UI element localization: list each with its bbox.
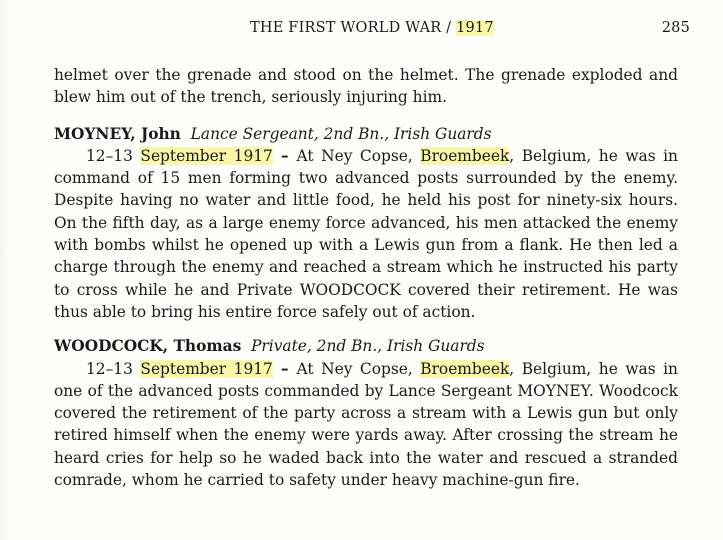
entry-date-prefix: 12–13 [86, 359, 141, 378]
entry-heading [54, 123, 678, 145]
entry-name: MOYNEY, John [54, 124, 181, 143]
running-title-year: 1917 [456, 20, 494, 36]
page-body [54, 64, 678, 491]
running-title-main: THE FIRST WORLD WAR / [250, 20, 457, 36]
entry-place-prefix: At Ney Copse, [296, 146, 421, 165]
entry-rank: Private, 2nd Bn., Irish Guards [251, 337, 485, 356]
entry-text: , Belgium, he was in command of 15 men forming two advanced posts surrounded by the enemy. Despite having no water and little food, he held his post for ninety-six hours. On the fifth day, as a large enemy force advanced, his men attacked the enemy with bombs whilst he opened up with a Lewis gun from a flank. He then led a charge through the enemy and reached a stream which he instructed his party to cross while he and Private WOODCOCK covered their retirement. He was thus able to bring his entire force safely out of action. [54, 146, 678, 321]
entry-text: , Belgium, he was in one of the advanced posts commanded by Lance Sergeant MOYNEY. Woodcock covered the retirement of the party across a stream with a Lewis gun but only retired himself when the enemy were yards away. After crossing the stream he heard cries for help so he waded back into the water and rescued a stranded comrade, whom he carried to safety under heavy machine-gun fire. [54, 359, 678, 490]
entry-rank: Lance Sergeant, 2nd Bn., Irish Guards [190, 124, 492, 143]
entry-citation [54, 358, 678, 492]
entry-heading [54, 335, 678, 357]
entry-date-prefix: 12–13 [86, 146, 141, 165]
running-title [250, 20, 494, 36]
entry-citation [54, 145, 678, 323]
page-number: 285 [661, 20, 690, 36]
entry-date-highlight: September 1917 [140, 359, 273, 378]
entry-place-prefix: At Ney Copse, [296, 359, 421, 378]
entry-name: WOODCOCK, Thomas [54, 337, 242, 356]
entry-place-highlight: Broembeek [420, 359, 510, 378]
entry-woodcock [54, 335, 678, 491]
entry-dash: – [272, 359, 297, 378]
entry-moyney [54, 123, 678, 324]
continuation-paragraph: helmet over the grenade and stood on the helmet. The grenade exploded and blew him out of the trench, seriously injuring him. [54, 66, 678, 107]
entry-place-highlight: Broembeek [420, 146, 510, 165]
entry-date-highlight: September 1917 [140, 146, 273, 165]
entry-dash: – [272, 146, 297, 165]
